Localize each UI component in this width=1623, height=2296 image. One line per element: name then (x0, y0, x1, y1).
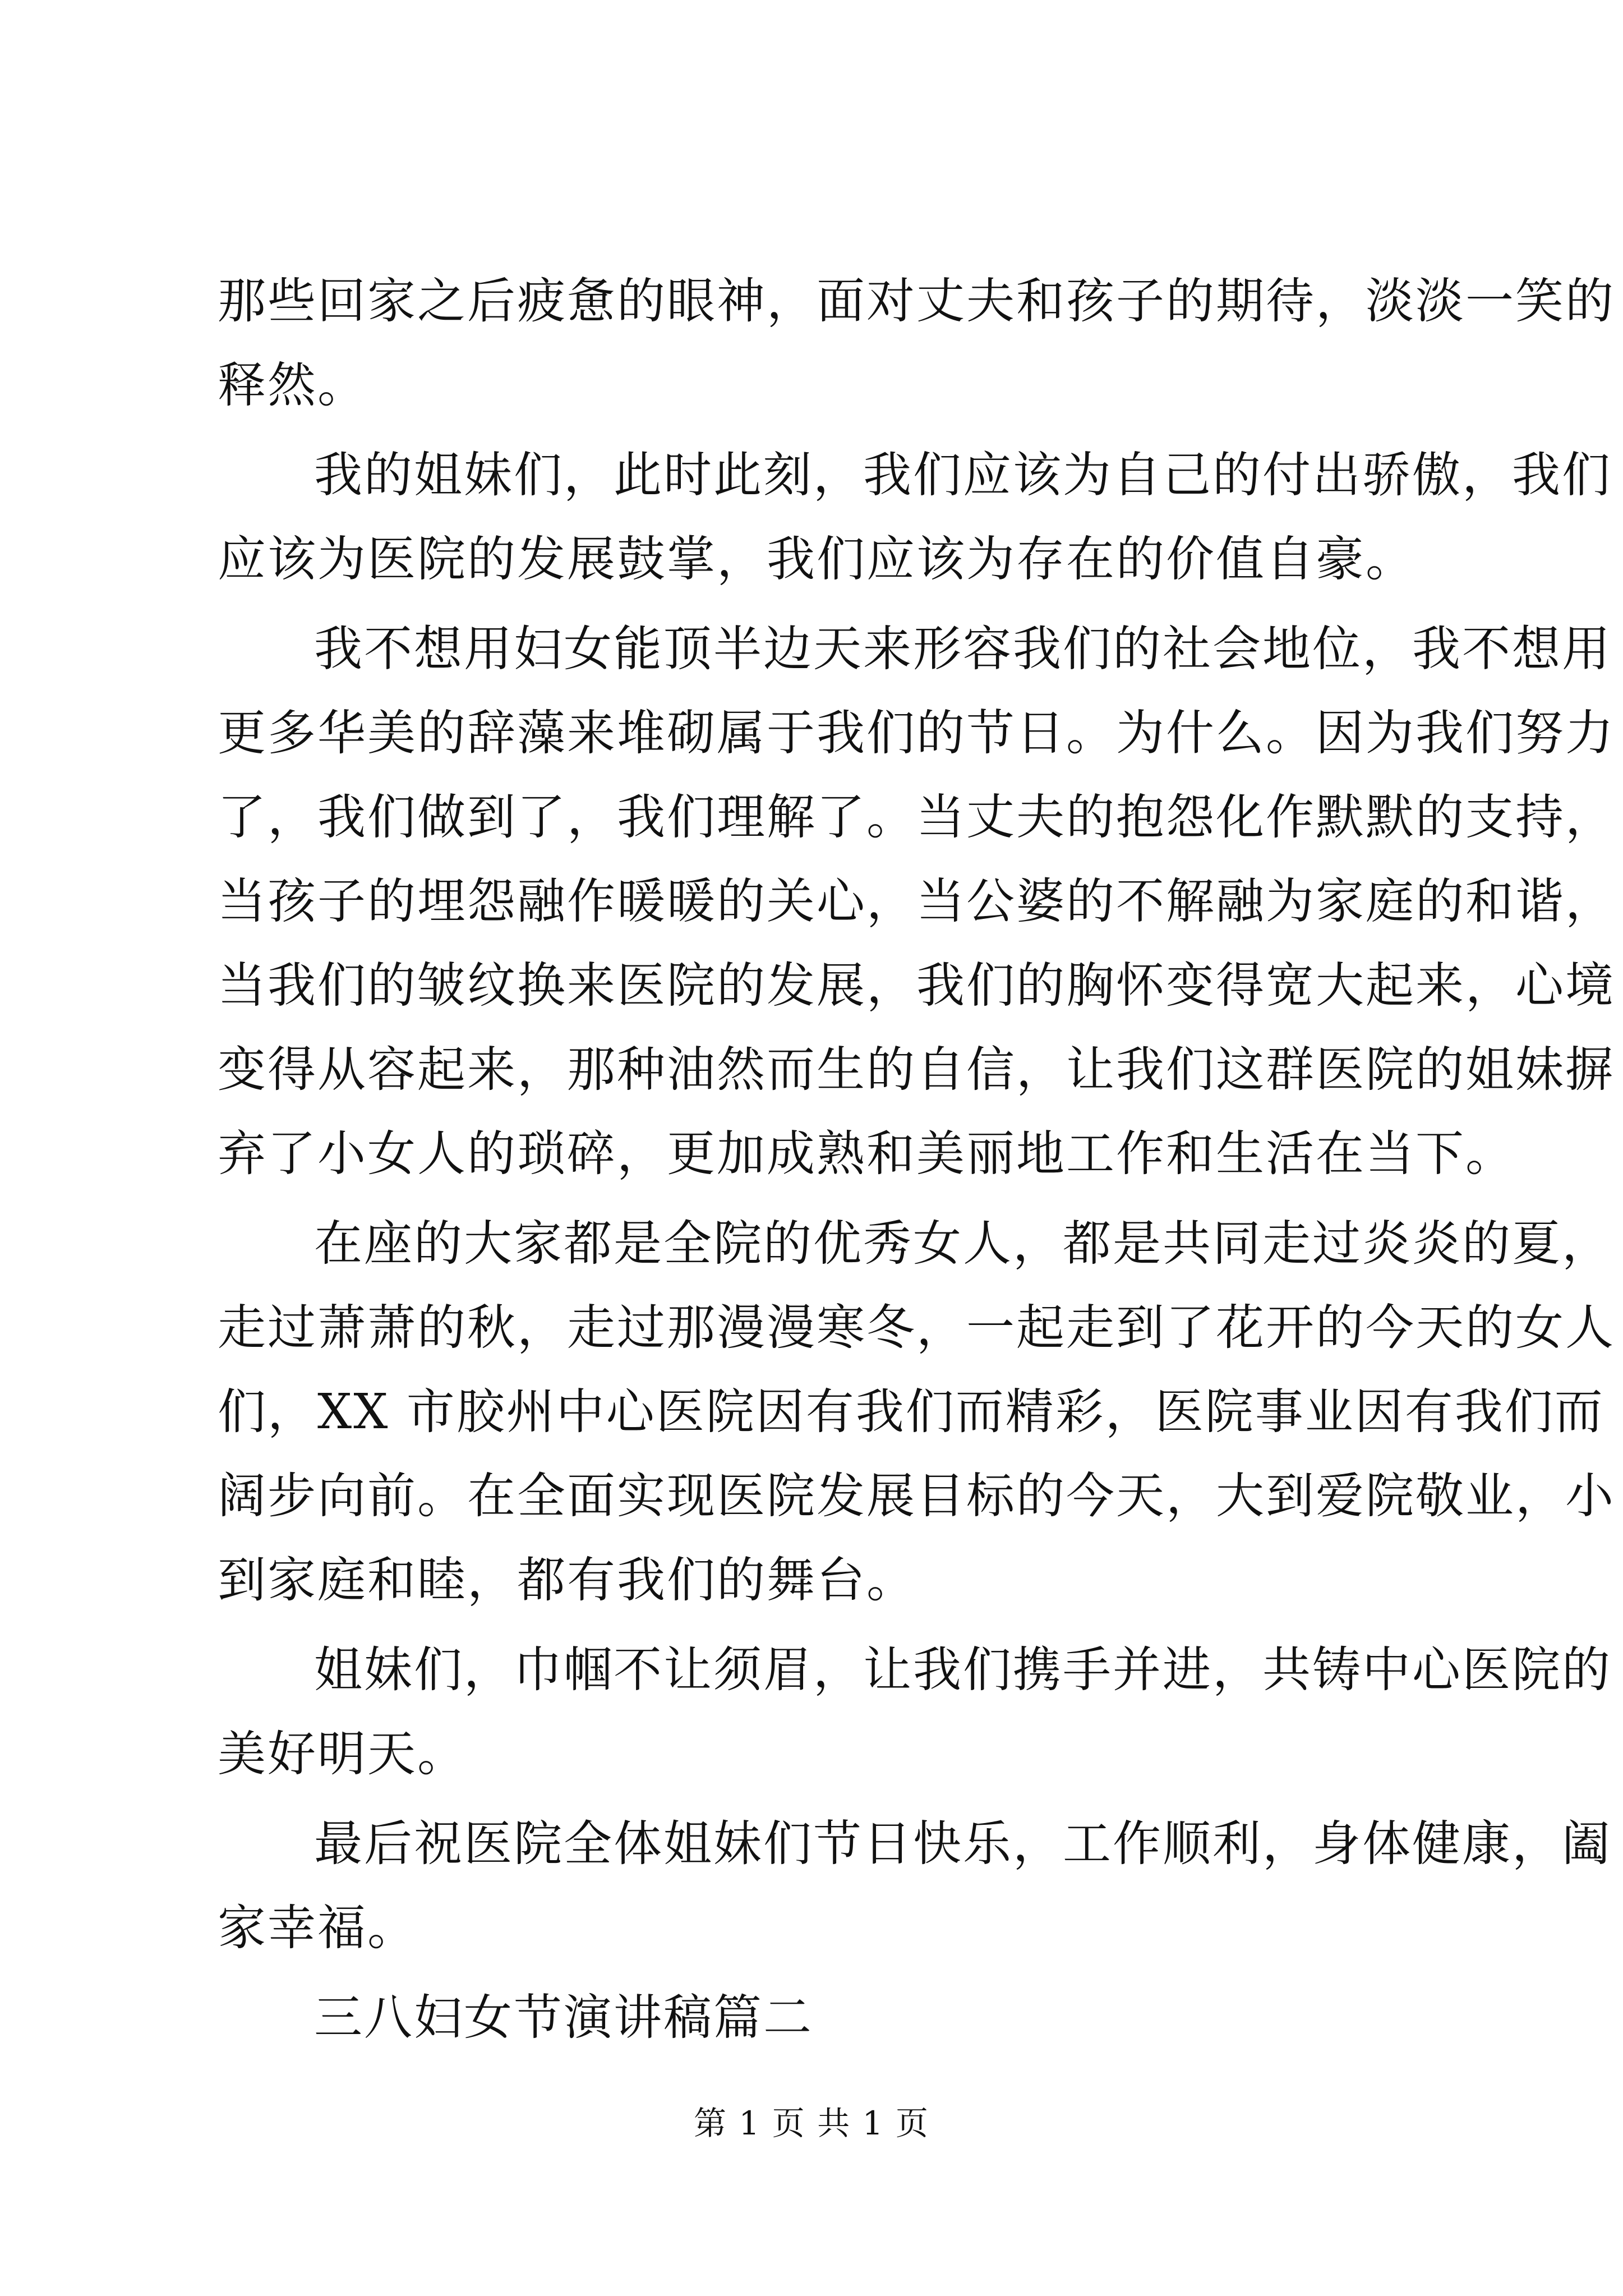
text-line: 我不想用妇女能顶半边天来形容我们的社会地位，我不想用 (314, 621, 1612, 677)
paragraph (218, 1628, 1612, 1796)
text-line: 弃了小女人的琐碎，更加成熟和美丽地工作和生活在当下。 (218, 1126, 1515, 1182)
paragraph (218, 1802, 1612, 1970)
text-line: 三八妇女节演讲稿篇二 (314, 1990, 813, 2046)
text-line: 们，XX 市胶州中心医院因有我们而精彩，医院事业因有我们而 (218, 1384, 1604, 1440)
page-footer: 第 1 页 共 1 页 (694, 2104, 929, 2142)
text-line: 最后祝医院全体姐妹们节日快乐，工作顺利，身体健康，阖 (314, 1816, 1612, 1872)
text-line: 走过萧萧的秋，走过那漫漫寒冬，一起走到了花开的今天的女人 (218, 1300, 1615, 1356)
text-line: 我的姐妹们，此时此刻，我们应该为自己的付出骄傲，我们 (314, 447, 1612, 503)
text-line: 当孩子的埋怨融作暖暖的关心，当公婆的不解融为家庭的和谐， (218, 873, 1615, 930)
document-body (218, 259, 1615, 2060)
text-line: 更多华美的辞藻来堆砌属于我们的节日。为什么。因为我们努力 (218, 705, 1615, 761)
paragraph (218, 433, 1612, 601)
text-line: 释然。 (218, 357, 367, 413)
text-line: 变得从容起来，那种油然而生的自信，让我们这群医院的姐妹摒 (218, 1042, 1615, 1098)
text-line: 应该为医院的发展鼓掌，我们应该为存在的价值自豪。 (218, 531, 1415, 587)
text-line: 当我们的皱纹换来医院的发展，我们的胸怀变得宽大起来，心境 (218, 958, 1615, 1014)
text-line: 了，我们做到了，我们理解了。当丈夫的抱怨化作默默的支持， (218, 789, 1615, 845)
text-line: 美好明天。 (218, 1726, 467, 1782)
paragraph (218, 259, 1615, 427)
text-line: 阔步向前。在全面实现医院发展目标的今天，大到爱院敬业，小 (218, 1468, 1615, 1524)
paragraph (218, 607, 1615, 1196)
section-heading (218, 1976, 1423, 2060)
paragraph (218, 1202, 1615, 1622)
text-line: 家幸福。 (218, 1900, 417, 1956)
text-line: 姐妹们，巾帼不让须眉，让我们携手并进，共铸中心医院的 (314, 1642, 1612, 1698)
text-line: 那些回家之后疲惫的眼神，面对丈夫和孩子的期待，淡淡一笑的 (218, 273, 1615, 329)
text-line: 在座的大家都是全院的优秀女人，都是共同走过炎炎的夏， (314, 1216, 1612, 1272)
text-line: 到家庭和睦，都有我们的舞台。 (218, 1552, 916, 1608)
